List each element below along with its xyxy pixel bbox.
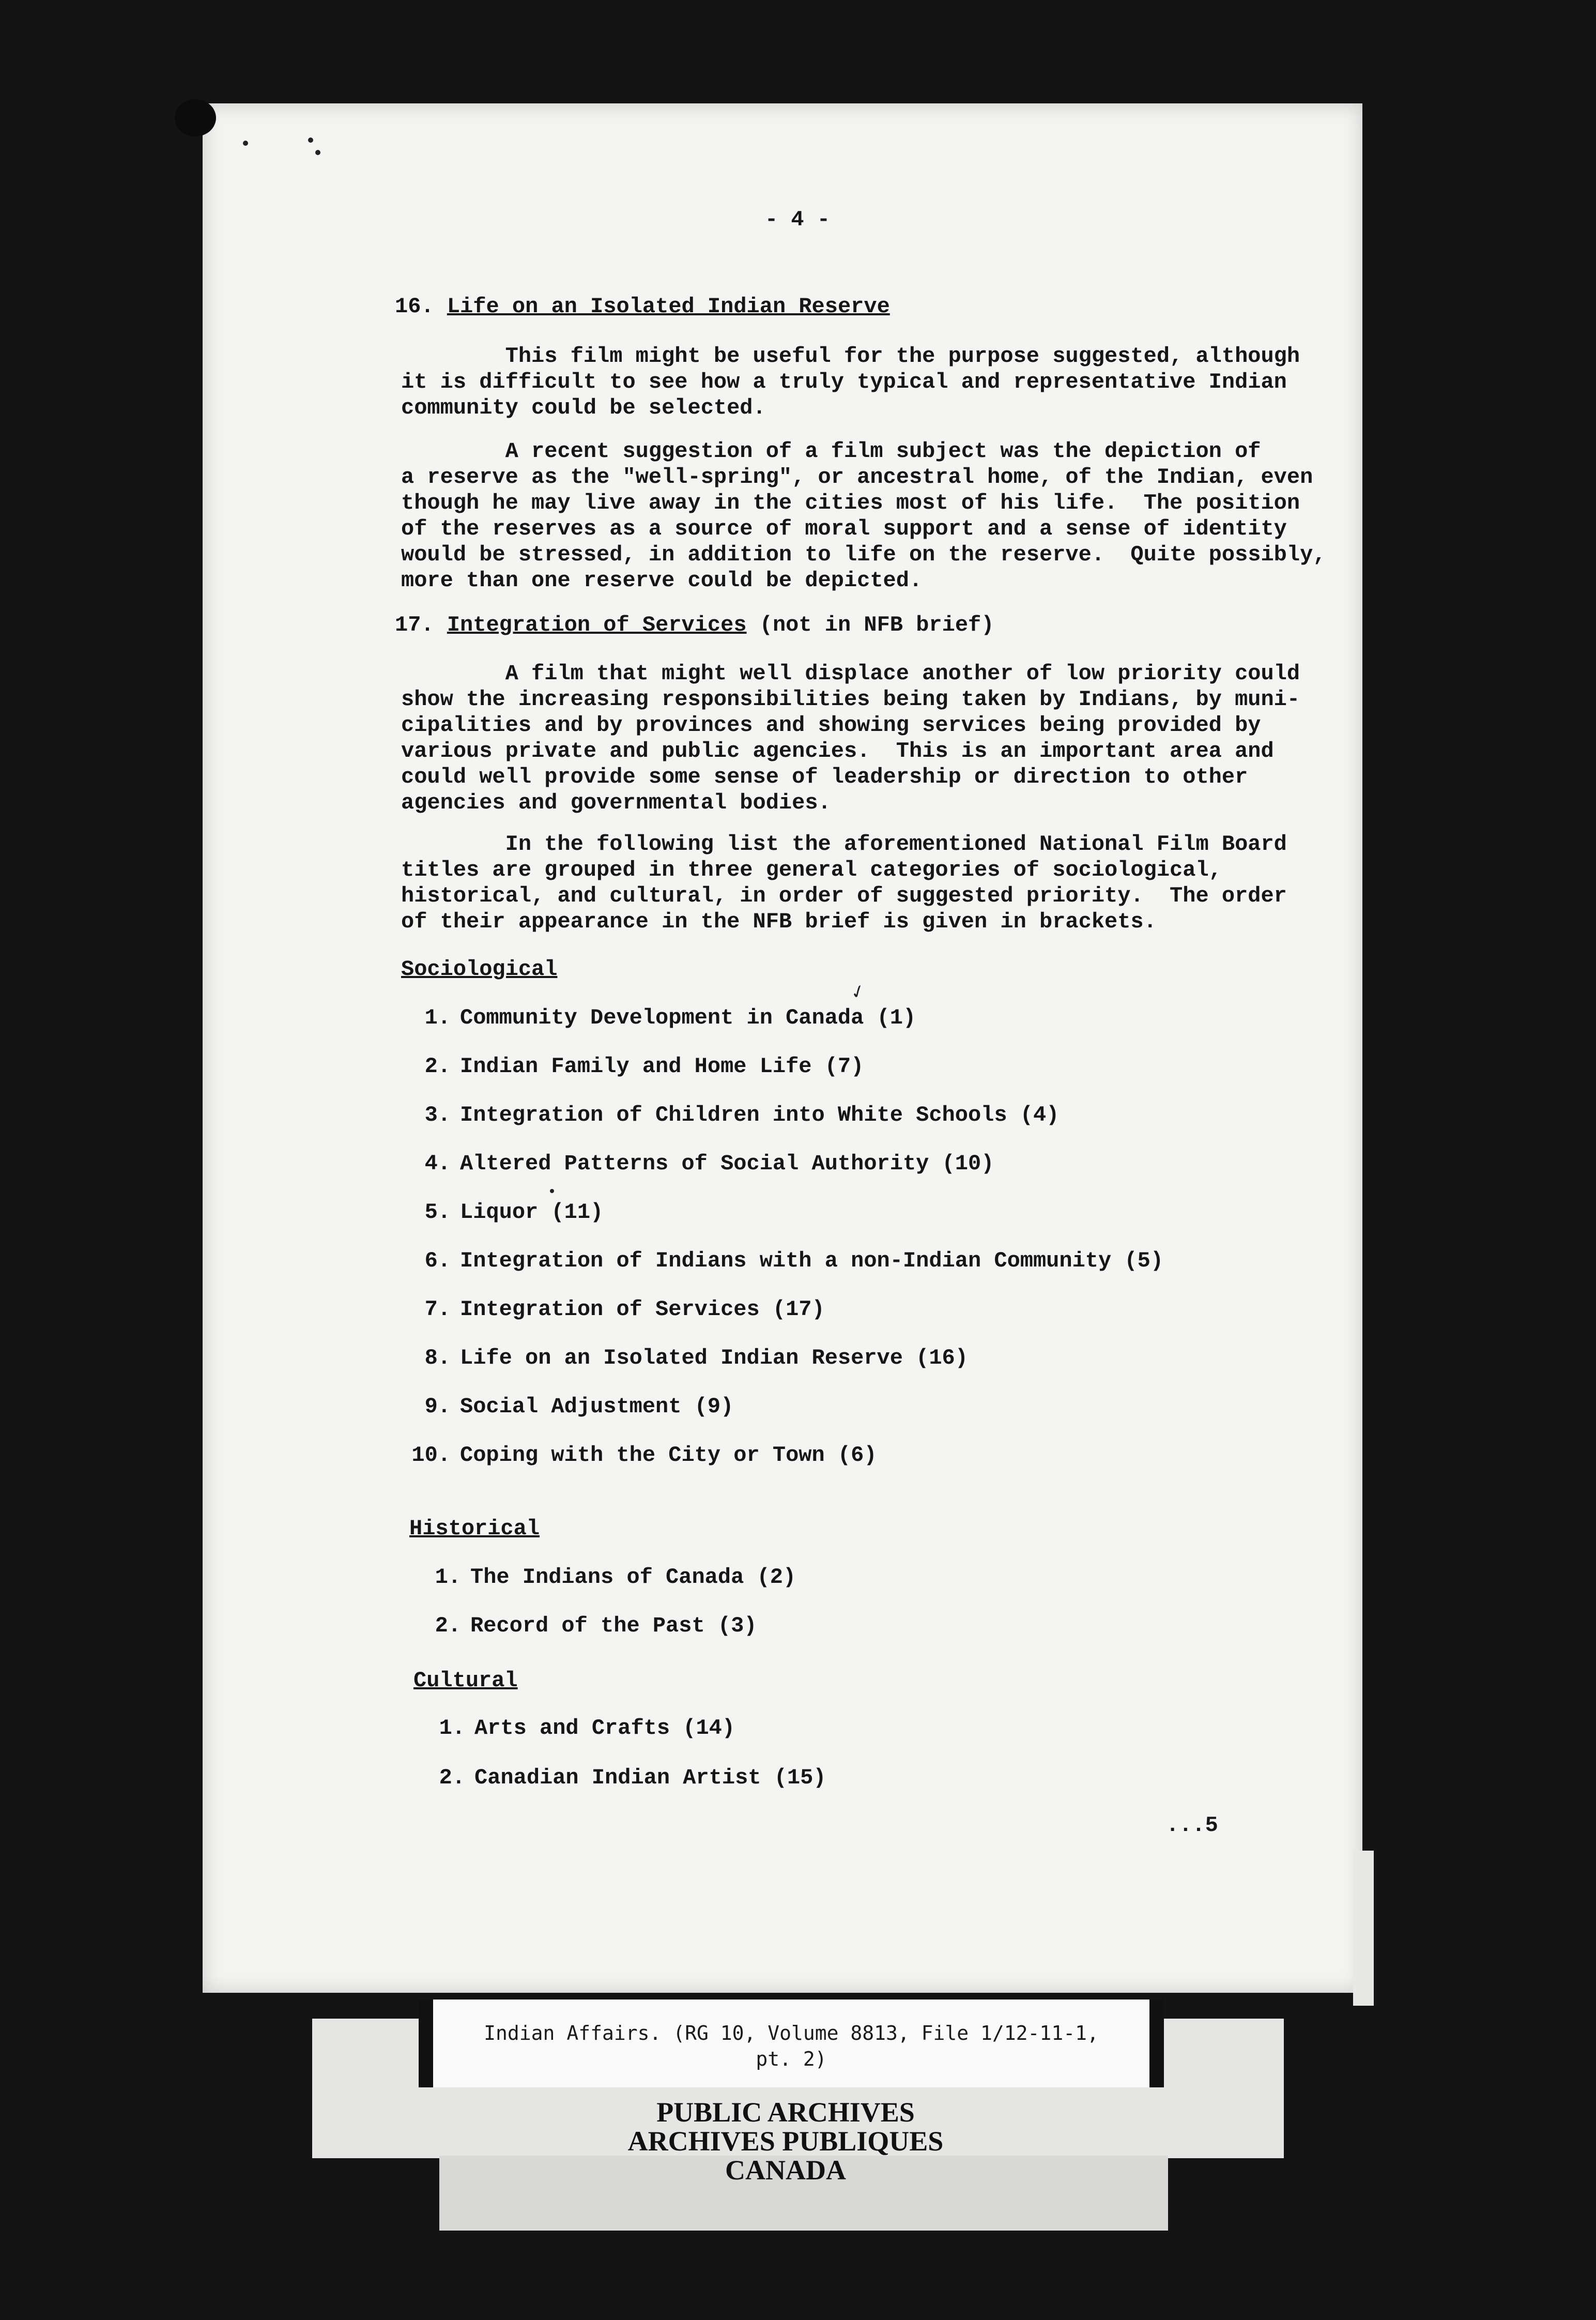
list-item <box>409 1102 1059 1128</box>
list-item <box>409 1199 603 1225</box>
page-corner <box>1353 1851 1374 2006</box>
text-line: though he may live away in the cities most of his life. The position <box>401 491 1300 515</box>
text-line: titles are grouped in three general categories of sociological, <box>401 858 1222 882</box>
list-item-number: 7. <box>424 1297 451 1322</box>
text-line: A film that might well displace another of low priority could <box>401 661 1300 686</box>
list-item-number: 9. <box>424 1394 451 1419</box>
list-item <box>409 1345 968 1371</box>
text-line: would be stressed, in addition to life on the reserve. Quite possibly, <box>401 542 1326 567</box>
section-17-paragraph-2 <box>401 831 1287 935</box>
stamp-line: CANADA <box>725 2155 846 2186</box>
stamp-line: PUBLIC ARCHIVES <box>656 2097 915 2128</box>
list-item-text: Indian Family and Home Life (7) <box>460 1054 864 1079</box>
continued-marker: ...5 <box>1166 1813 1218 1838</box>
list-item-number: 5. <box>424 1200 451 1225</box>
list-item-number: 1. <box>424 1005 451 1030</box>
sociological-heading: Sociological <box>401 957 558 982</box>
list-item-number: 1. <box>439 1716 465 1741</box>
speck <box>550 1189 554 1193</box>
stamp-line: ARCHIVES PUBLIQUES <box>627 2126 944 2157</box>
text-line: more than one reserve could be depicted. <box>401 568 923 593</box>
list-item-text: The Indians of Canada (2) <box>470 1565 796 1590</box>
list-item-text: Altered Patterns of Social Authority (10) <box>460 1151 994 1176</box>
list-item-text: Coping with the City or Town (6) <box>460 1443 877 1468</box>
list-item-text: Arts and Crafts (14) <box>474 1716 735 1741</box>
page-number: - 4 - <box>765 207 831 232</box>
list-item-number: 1. <box>435 1565 461 1590</box>
list-item-number: 8. <box>424 1346 451 1370</box>
historical-heading: Historical <box>409 1516 540 1541</box>
list-item <box>409 1151 994 1177</box>
section-17-heading <box>395 612 994 638</box>
section-16-paragraph-2 <box>401 438 1326 593</box>
list-item-text: Integration of Children into White Schools (4) <box>460 1103 1060 1127</box>
archive-reference-card <box>419 2000 1164 2087</box>
text-line: a reserve as the "well-spring", or ancestral home, of the Indian, even <box>401 465 1313 490</box>
list-item-number: 4. <box>424 1151 451 1176</box>
cultural-heading: Cultural <box>413 1668 518 1693</box>
text-line: agencies and governmental bodies. <box>401 790 831 815</box>
punch-hole <box>175 99 216 136</box>
list-item <box>409 1248 1163 1274</box>
text-line: historical, and cultural, in order of suggested priority. The order <box>401 883 1287 908</box>
section-17-number: 17. <box>395 613 434 637</box>
text-line: could well provide some sense of leadership or direction to other <box>401 765 1248 789</box>
section-16-title: Life on an Isolated Indian Reserve <box>447 294 890 319</box>
list-item-text: Life on an Isolated Indian Reserve (16) <box>460 1346 968 1370</box>
list-item-text: Social Adjustment (9) <box>460 1394 734 1419</box>
speck <box>315 150 320 155</box>
section-16-number: 16. <box>395 294 434 319</box>
list-item-number: 6. <box>424 1248 451 1273</box>
list-item-number: 2. <box>439 1765 465 1790</box>
text-line: it is difficult to see how a truly typical and representative Indian <box>401 370 1287 394</box>
section-17-title: Integration of Services <box>447 613 747 637</box>
checkmark-icon: ✓ <box>848 980 868 1006</box>
list-item <box>424 1715 735 1741</box>
text-line: cipalities and by provinces and showing services being provided by <box>401 713 1261 738</box>
list-item <box>424 1765 826 1791</box>
list-item-text: Liquor (11) <box>460 1200 604 1225</box>
list-item-number: 2. <box>424 1054 451 1079</box>
text-line: In the following list the aforementioned National Film Board <box>401 832 1287 857</box>
list-item <box>409 1442 877 1468</box>
section-17-note: (not in NFB brief) <box>759 613 994 637</box>
list-item-text: Canadian Indian Artist (15) <box>474 1765 826 1790</box>
text-line: show the increasing responsibilities being taken by Indians, by muni- <box>401 687 1300 712</box>
text-line: of their appearance in the NFB brief is given in brackets. <box>401 909 1157 934</box>
list-item <box>420 1564 796 1590</box>
text-line: of the reserves as a source of moral support and a sense of identity <box>401 516 1287 541</box>
list-item <box>420 1613 757 1639</box>
speck <box>243 141 248 146</box>
list-item <box>409 1296 825 1322</box>
text-line: This film might be useful for the purpose suggested, although <box>401 344 1300 369</box>
list-item-text: Community Development in Canada (1) <box>460 1005 916 1030</box>
text-line: A recent suggestion of a film subject was the depiction of <box>401 439 1261 464</box>
section-16-paragraph-1 <box>401 343 1300 421</box>
section-17-paragraph-1 <box>401 661 1300 816</box>
list-item <box>409 1005 916 1031</box>
text-line: various private and public agencies. This is an important area and <box>401 739 1274 764</box>
list-item-number: 3. <box>424 1103 451 1127</box>
list-item-text: Record of the Past (3) <box>470 1613 757 1638</box>
speck <box>308 138 313 143</box>
list-item-number: 2. <box>435 1613 461 1638</box>
text-line: community could be selected. <box>401 395 766 420</box>
list-item <box>409 1394 733 1420</box>
archive-reference-line: pt. 2) <box>756 2048 827 2070</box>
section-16-heading <box>395 294 890 319</box>
list-item-number: 10. <box>411 1443 451 1468</box>
archive-reference-line: Indian Affairs. (RG 10, Volume 8813, File 1/12-11-1, <box>484 2022 1099 2044</box>
list-item-text: Integration of Indians with a non-Indian Community (5) <box>460 1248 1164 1273</box>
archive-reference <box>433 2020 1149 2072</box>
list-item-text: Integration of Services (17) <box>460 1297 825 1322</box>
archives-stamp <box>569 2098 1003 2185</box>
list-item <box>409 1054 864 1079</box>
